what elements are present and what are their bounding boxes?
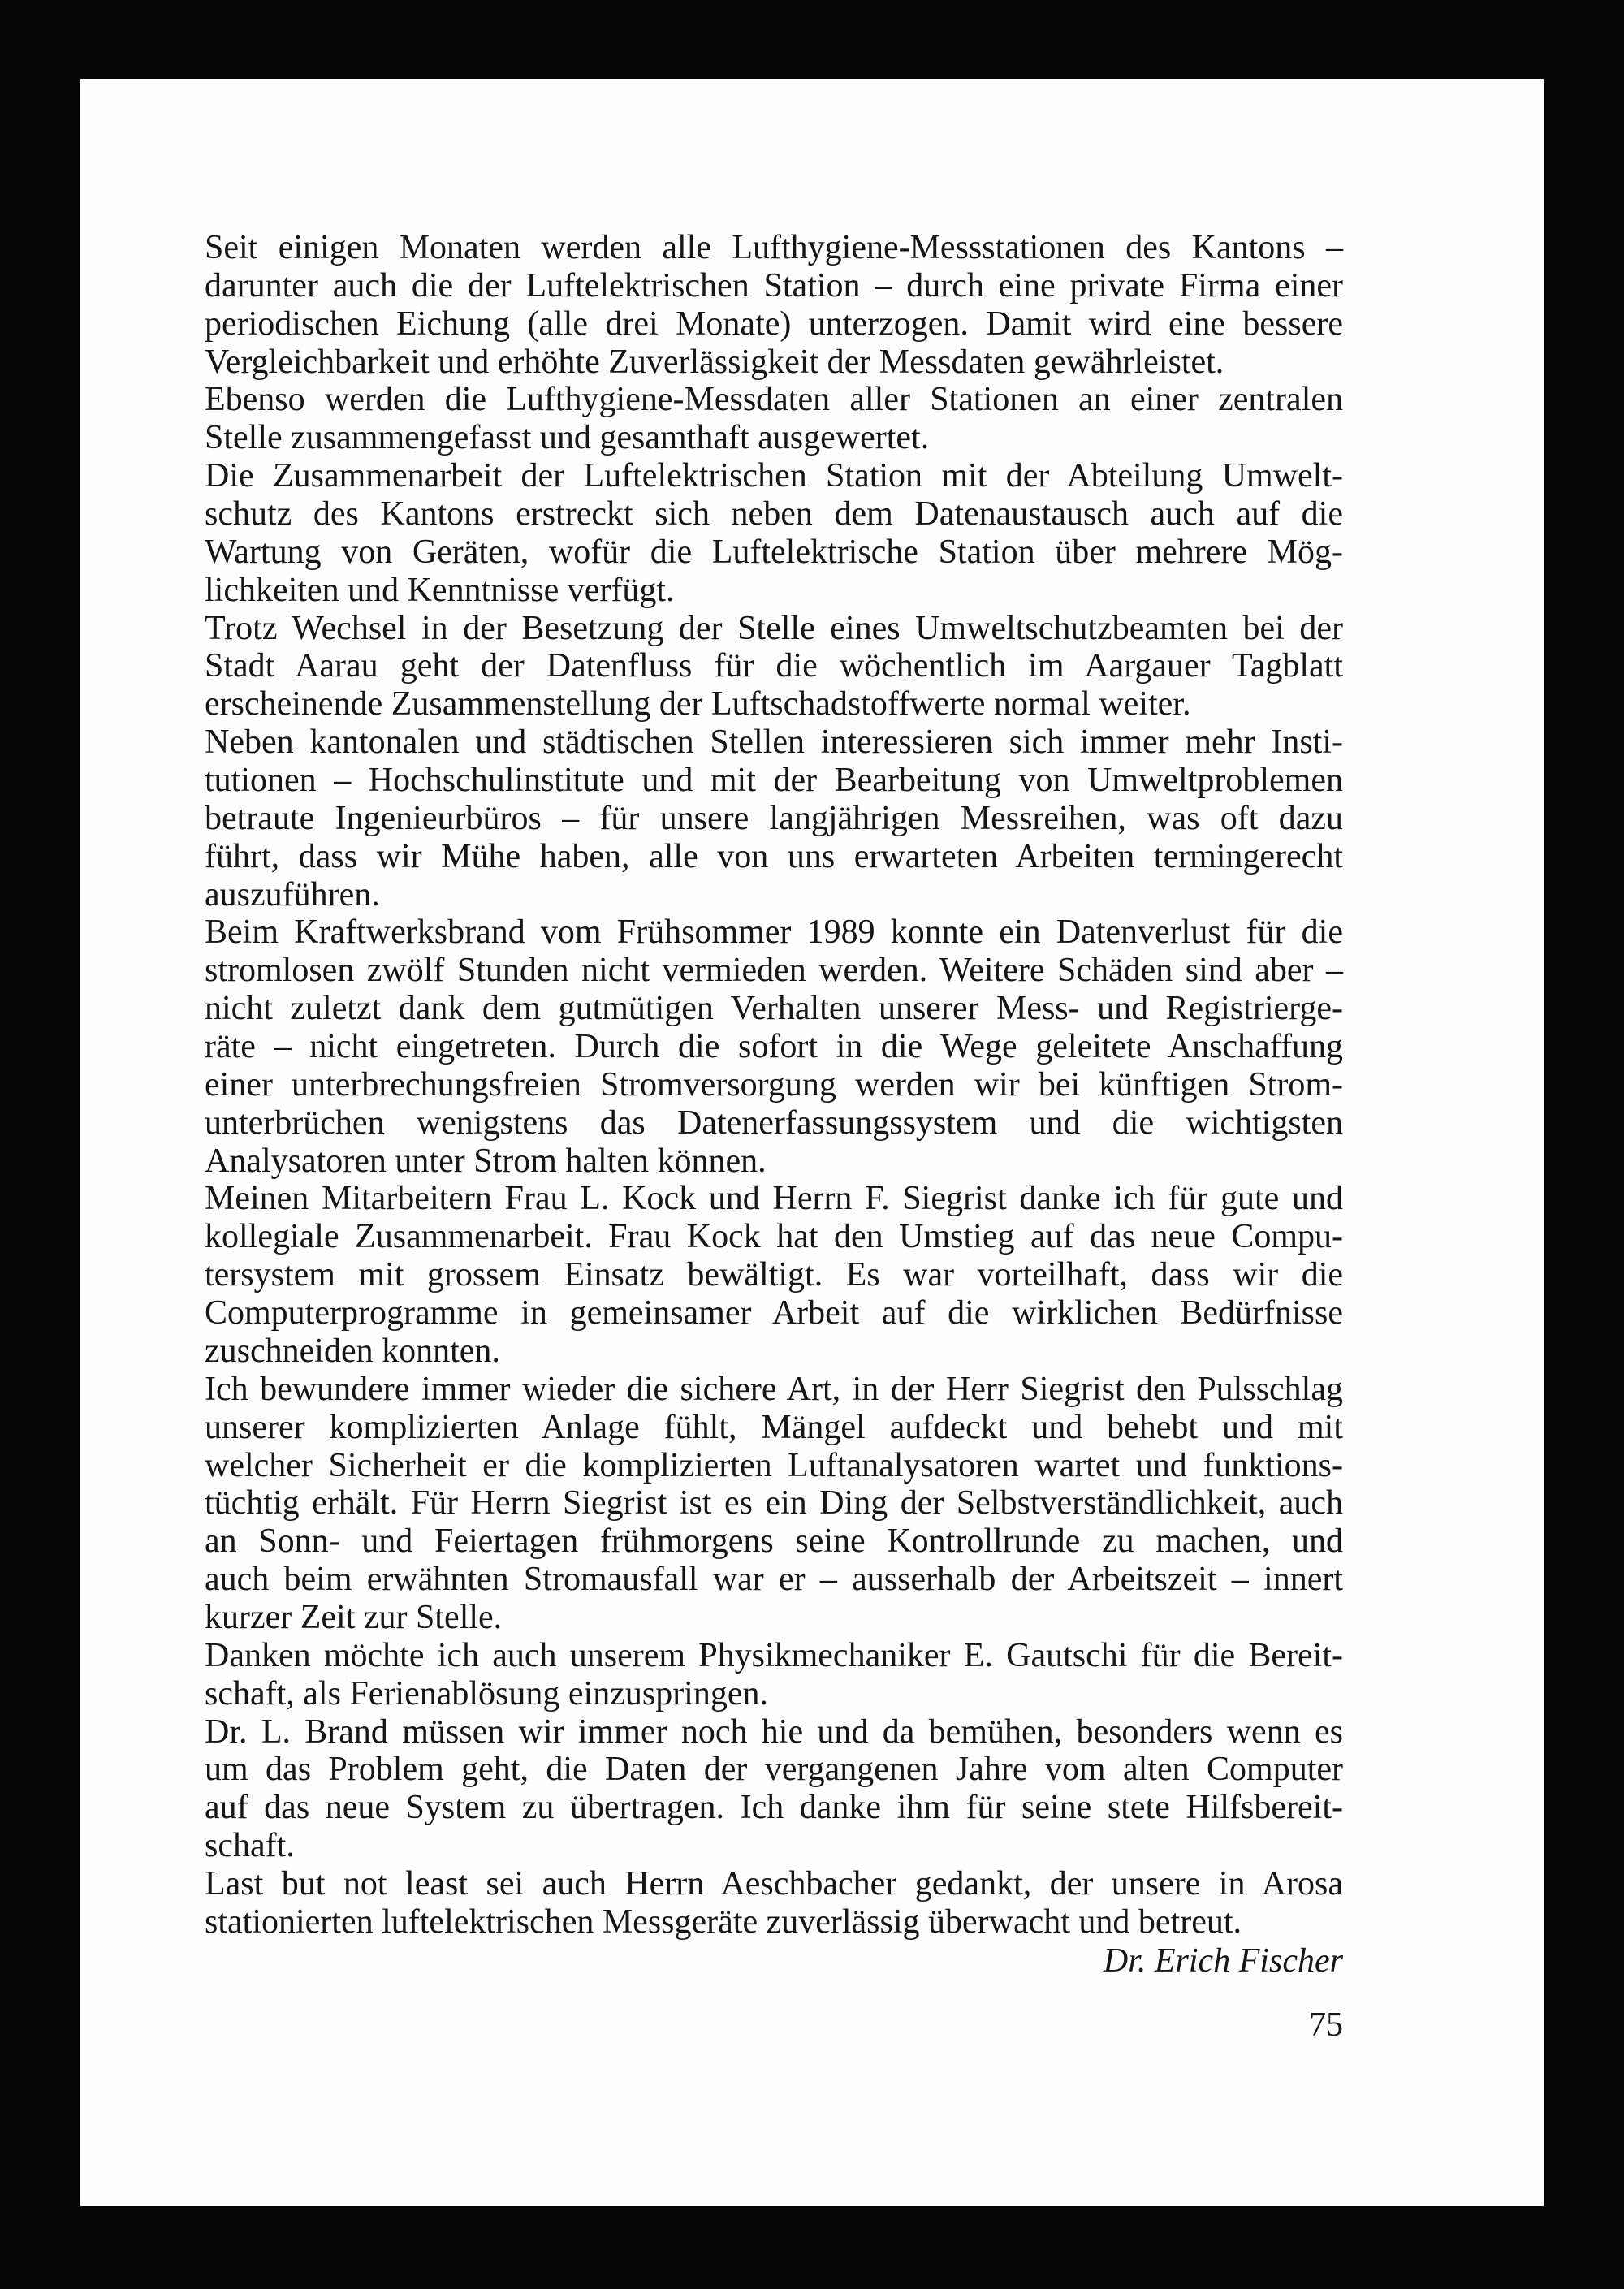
paragraph (205, 457, 1343, 609)
text-line: auch beim erwähnten Stromausfall war er – ausserhalb der Arbeitszeit – innert (205, 1561, 1343, 1599)
text-line: Trotz Wechsel in der Besetzung der Stelle eines Umweltschutzbeamten bei der (205, 609, 1343, 647)
text-line: stationierten luftelektrischen Messgeräte zuverlässig überwacht und betreut. (205, 1902, 1242, 1941)
paragraph (205, 1713, 1343, 1865)
text-line: periodischen Eichung (alle drei Monate) unterzogen. Damit wird eine bessere (205, 304, 1343, 343)
text-line: stromlosen zwölf Stunden nicht vermieden werden. Weitere Schäden sind aber – (205, 952, 1343, 990)
text-line: Computerprogramme in gemeinsamer Arbeit auf die wirklichen Bedürfnisse (205, 1294, 1343, 1332)
text-line: schaft. (205, 1827, 295, 1865)
paragraph (205, 723, 1343, 913)
text-line: Danken möchte ich auch unserem Physikmechaniker E. Gautschi für die Bereit- (205, 1636, 1343, 1674)
paragraph (205, 1371, 1343, 1637)
text-line: um das Problem geht, die Daten der vergangenen Jahre vom alten Computer (205, 1751, 1343, 1789)
text-line: darunter auch die der Luftelektrischen Station – durch eine private Firma einer (205, 266, 1343, 304)
text-line: auszuführen. (205, 875, 380, 913)
text-line: räte – nicht eingetreten. Durch die sofort in die Wege geleitete Anschaffung (205, 1028, 1343, 1066)
text-line: an Sonn- und Feiertagen frühmorgens seine Kontrollrunde zu machen, und (205, 1522, 1343, 1561)
text-line: Ebenso werden die Lufthygiene-Messdaten aller Stationen an einer zentralen (205, 381, 1343, 419)
text-line: Last but not least sei auch Herrn Aeschbacher gedankt, der unsere in Arosa (205, 1864, 1343, 1902)
paragraph (205, 381, 1343, 457)
text-line: Vergleichbarkeit und erhöhte Zuverlässigkeit der Messdaten gewährleistet. (205, 343, 1224, 381)
text-line: auf das neue System zu übertragen. Ich danke ihm für seine stete Hilfsbereit- (205, 1789, 1343, 1827)
text-line: schutz des Kantons erstreckt sich neben dem Datenaustausch auch auf die (205, 495, 1343, 533)
text-line: Die Zusammenarbeit der Luftelektrischen Station mit der Abteilung Umwelt- (205, 457, 1343, 495)
paragraph (205, 913, 1343, 1180)
text-line: Meinen Mitarbeitern Frau L. Kock und Herrn F. Siegrist danke ich für gute und (205, 1180, 1343, 1218)
text-line: Seit einigen Monaten werden alle Lufthygiene-Messstationen des Kantons – (205, 229, 1343, 266)
text-line: Stadt Aarau geht der Datenfluss für die wöchentlich im Aargauer Tagblatt (205, 647, 1343, 685)
body-text (205, 229, 1343, 1980)
text-line: tüchtig erhält. Für Herrn Siegrist ist es ein Ding der Selbstverständlichkeit, auch (205, 1484, 1343, 1522)
paragraph (205, 1865, 1343, 1941)
text-line: Wartung von Geräten, wofür die Luftelektrische Station über mehrere Mög- (205, 533, 1343, 571)
text-line: Dr. L. Brand müssen wir immer noch hie und da bemühen, besonders wenn es (205, 1712, 1343, 1751)
text-line: Analysatoren unter Strom halten können. (205, 1142, 767, 1180)
text-line: lichkeiten und Kenntnisse verfügt. (205, 571, 675, 609)
text-line: Neben kantonalen und städtischen Stellen interessieren sich immer mehr Insti- (205, 723, 1343, 762)
paragraph (205, 1180, 1343, 1370)
text-line: Stelle zusammengefasst und gesamthaft ausgewertet. (205, 419, 930, 457)
text-line: führt, dass wir Mühe haben, alle von uns erwarteten Arbeiten termingerecht (205, 837, 1343, 875)
text-line: kollegiale Zusammenarbeit. Frau Kock hat den Umstieg auf das neue Compu- (205, 1218, 1343, 1256)
text-line: schaft, als Ferienablösung einzuspringen. (205, 1674, 768, 1712)
author-signature: Dr. Erich Fischer (1103, 1941, 1343, 1980)
text-line: einer unterbrechungsfreien Stromversorgung werden wir bei künftigen Strom- (205, 1065, 1343, 1103)
text-line: betraute Ingenieurbüros – für unsere langjährigen Messreihen, was oft dazu (205, 799, 1343, 837)
text-line: Ich bewundere immer wieder die sichere Art, in der Herr Siegrist den Pulsschlag (205, 1370, 1343, 1408)
text-line: zuschneiden konnten. (205, 1332, 500, 1370)
text-line: welcher Sicherheit er die komplizierten Luftanalysatoren wartet und funktions- (205, 1446, 1343, 1484)
text-line: tersystem mit grossem Einsatz bewältigt. Es war vorteilhaft, dass wir die (205, 1256, 1343, 1294)
text-line: unterbrüchen wenigstens das Datenerfassungssystem und die wichtigsten (205, 1103, 1343, 1142)
paragraph (205, 229, 1343, 381)
text-line: nicht zuletzt dank dem gutmütigen Verhalten unserer Mess- und Registrierge- (205, 990, 1343, 1028)
paragraph (205, 610, 1343, 724)
paragraph (205, 1637, 1343, 1713)
text-line: erscheinende Zusammenstellung der Luftschadstoffwerte normal weiter. (205, 685, 1191, 723)
text-line: tutionen – Hochschulinstitute und mit der Bearbeitung von Umweltproblemen (205, 762, 1343, 800)
text-line: Beim Kraftwerksbrand vom Frühsommer 1989 konnte ein Datenverlust für die (205, 913, 1343, 952)
text-line: kurzer Zeit zur Stelle. (205, 1598, 503, 1636)
page-number: 75 (1309, 2006, 1343, 2044)
text-line: unserer komplizierten Anlage fühlt, Mängel aufdeckt und behebt und mit (205, 1408, 1343, 1446)
